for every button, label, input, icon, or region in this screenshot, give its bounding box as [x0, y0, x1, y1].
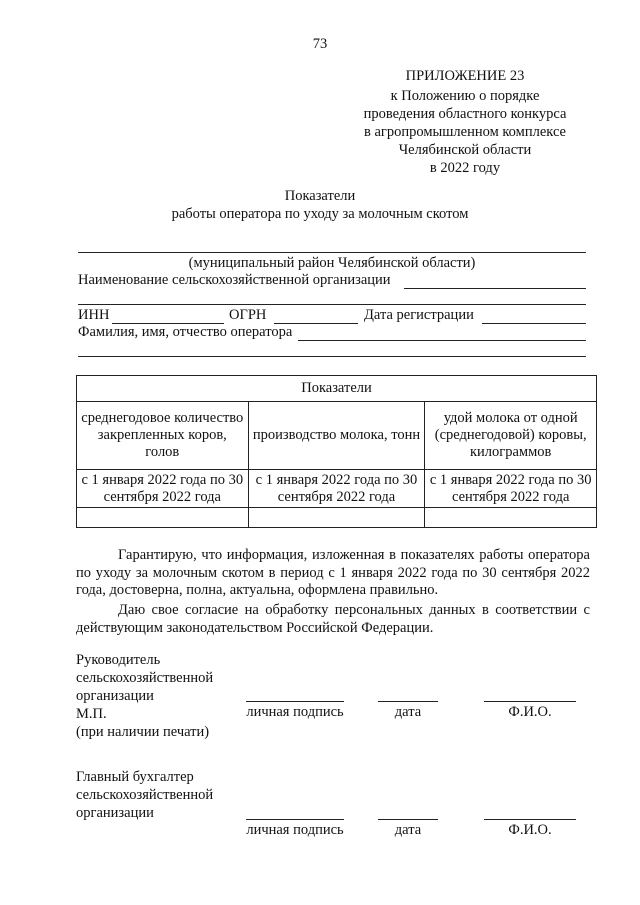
head-date-caption: дата: [394, 704, 422, 720]
appendix-line: Челябинской области: [398, 142, 532, 158]
value-cell: [425, 508, 597, 528]
org-name-label: Наименование сельскохозяйственной организации: [78, 272, 391, 288]
consent-paragraph: Даю свое согласие на обработку персональных данных в соответствии с действующим законодательством Российской Федерации.: [76, 602, 590, 636]
accountant-title-line: Главный бухгалтер: [76, 769, 194, 785]
appendix-line: в 2022 году: [429, 160, 501, 176]
operator-extra-line: [78, 356, 586, 357]
appendix-title: ПРИЛОЖЕНИЕ 23: [405, 68, 525, 84]
guarantee-paragraph: Гарантирую, что информация, изложенная в показателях работы оператора по уходу за молочным скотом в период с 1 января 2022 года по 30 сентября 2022 года, достоверна, полна, актуальна, оформлена правильно.: [76, 547, 590, 598]
period-cell: с 1 января 2022 года по 30 сентября 2022 года: [77, 470, 249, 508]
appendix-line: проведения областного конкурса: [363, 106, 567, 122]
column-header: удой молока от одной (среднегодовой) коровы, килограммов: [425, 402, 597, 470]
accountant-title-line: организации: [76, 805, 154, 821]
head-title-line: организации: [76, 688, 154, 704]
column-header: производство молока, тонн: [248, 402, 425, 470]
accountant-signature-caption: личная подпись: [246, 822, 344, 838]
head-signature-caption: личная подпись: [246, 704, 344, 720]
appendix-line: в агропромышленном комплексе: [363, 124, 566, 140]
org-name-extra-line: [78, 304, 586, 305]
value-cell: [77, 508, 249, 528]
inn-label: ИНН: [78, 307, 110, 323]
head-title-line: сельскохозяйственной: [76, 670, 214, 686]
head-date-line: [378, 701, 438, 702]
stamp-note: (при наличии печати): [76, 724, 210, 740]
heading-line-2: работы оператора по уходу за молочным скотом: [171, 206, 469, 222]
stamp-label: М.П.: [76, 706, 107, 722]
accountant-date-line: [378, 819, 438, 820]
head-signature-line: [246, 701, 344, 702]
ogrn-label: ОГРН: [229, 307, 267, 323]
column-header: среднегодовое количество закрепленных коров, голов: [77, 402, 249, 470]
accountant-signature-line: [246, 819, 344, 820]
heading-line-1: Показатели: [284, 188, 356, 204]
operator-field-line: [298, 340, 586, 341]
period-cell: с 1 января 2022 года по 30 сентября 2022 года: [425, 470, 597, 508]
head-title-line: Руководитель: [76, 652, 161, 668]
indicators-table: [76, 375, 597, 528]
district-field-line: [78, 252, 586, 253]
page-number: 73: [312, 36, 328, 52]
reg-date-label: Дата регистрации: [364, 307, 474, 323]
accountant-fio-line: [484, 819, 576, 820]
operator-label: Фамилия, имя, отчество оператора: [78, 324, 293, 340]
appendix-line: к Положению о порядке: [390, 88, 540, 104]
accountant-date-caption: дата: [394, 822, 422, 838]
accountant-title-line: сельскохозяйственной: [76, 787, 214, 803]
head-fio-caption: Ф.И.О.: [508, 704, 552, 720]
table-header: Показатели: [77, 376, 597, 402]
district-caption: (муниципальный район Челябинской области): [188, 255, 476, 271]
value-cell: [248, 508, 425, 528]
reg-date-field-line: [482, 323, 586, 324]
period-cell: с 1 января 2022 года по 30 сентября 2022 года: [248, 470, 425, 508]
head-fio-line: [484, 701, 576, 702]
accountant-fio-caption: Ф.И.О.: [508, 822, 552, 838]
org-name-field-line: [404, 288, 586, 289]
